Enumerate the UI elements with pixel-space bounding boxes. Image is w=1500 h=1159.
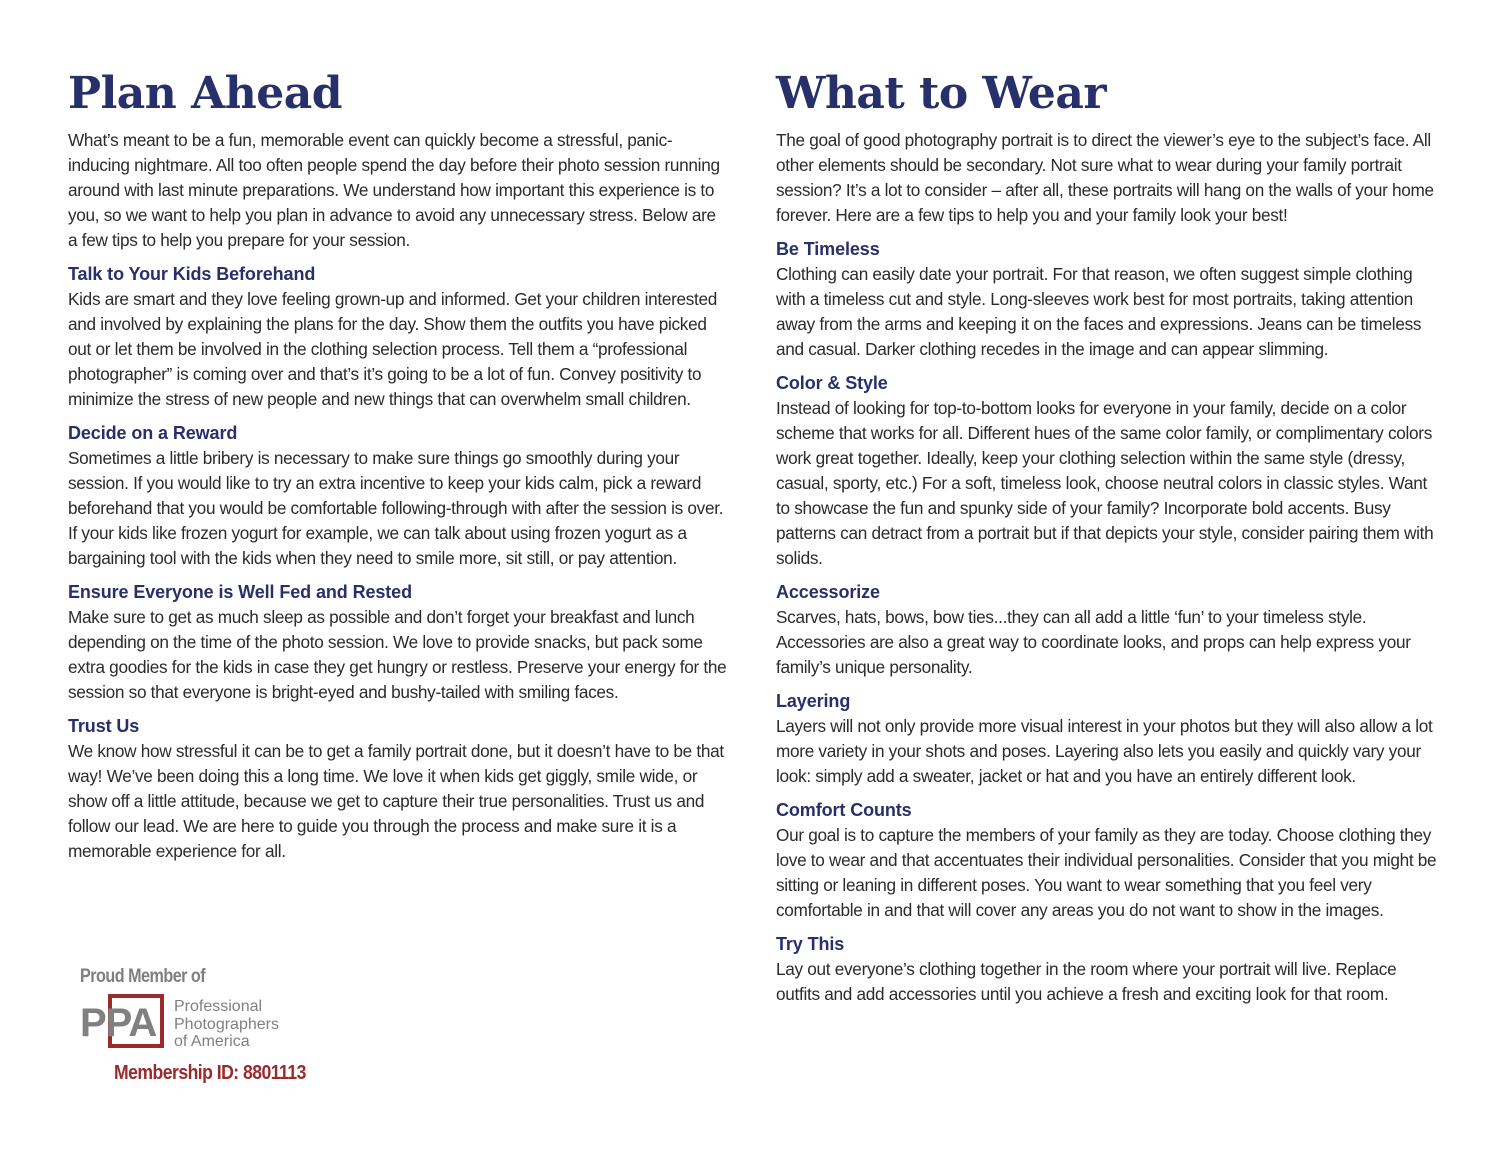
plan-ahead-column bbox=[68, 66, 728, 864]
tip-heading: Try This bbox=[776, 934, 845, 954]
ppa-membership-badge bbox=[80, 966, 340, 1096]
ppa-organization-name bbox=[174, 998, 279, 1051]
tip-section bbox=[68, 421, 728, 571]
tip-heading: Trust Us bbox=[68, 716, 140, 736]
tip-heading: Talk to Your Kids Beforehand bbox=[68, 264, 316, 284]
plan-ahead-intro: What’s meant to be a fun, memorable event can quickly become a stressful, panic-inducing nightmare. All too often people spend the day before their photo session running around with last minute preparations. We understand how important this experience is to you, so we want to help you plan in advance to avoid any unnecessary stress. Below are a few tips to help you prepare for your session. bbox=[68, 130, 720, 250]
tip-section bbox=[68, 580, 728, 705]
tip-heading: Accessorize bbox=[776, 582, 880, 602]
plan-ahead-title: Plan Ahead bbox=[68, 68, 343, 119]
tip-section bbox=[776, 237, 1444, 362]
tip-heading: Comfort Counts bbox=[776, 800, 912, 820]
tip-body: Layers will not only provide more visual interest in your photos but they will also allow a lot more variety in your shots and poses. Layering also lets you easily and quickly vary your look: simply add a sweater, jacket or hat and you have an entirely different look. bbox=[776, 716, 1433, 786]
tip-section bbox=[776, 580, 1444, 680]
membership-id: Membership ID: 8801113 bbox=[114, 1062, 306, 1084]
tip-heading: Be Timeless bbox=[776, 239, 880, 259]
tip-body: Lay out everyone’s clothing together in the room where your portrait will live. Replace outfits and add accessories until you achieve a fresh and exciting look for that room. bbox=[776, 959, 1397, 1004]
tip-body: Instead of looking for top-to-bottom looks for everyone in your family, decide on a color scheme that works for all. Different hues of the same color family, or complimentary colors work great together. Ideally, keep your clothing selection within the same style (dressy, casual, sporty, etc.) For a soft, timeless look, choose neutral colors in classic styles. Want to showcase the fun and spunky side of your family? Incorporate bold accents. Busy patterns can detract from a portrait but if that depicts your style, consider pairing them with solids. bbox=[776, 398, 1434, 568]
tip-section bbox=[68, 714, 728, 864]
org-name-line: Photographers bbox=[174, 1015, 279, 1033]
tip-section bbox=[776, 798, 1444, 923]
tip-section bbox=[68, 262, 728, 412]
tip-heading: Ensure Everyone is Well Fed and Rested bbox=[68, 582, 412, 602]
tip-section bbox=[776, 689, 1444, 789]
tip-body: Scarves, hats, bows, bow ties...they can all add a little ‘fun’ to your timeless style. Accessories are also a great way to coordinate looks, and props can help express your family’s unique personality. bbox=[776, 607, 1411, 677]
proud-member-label: Proud Member of bbox=[80, 966, 206, 987]
org-name-line: Professional bbox=[174, 998, 263, 1015]
tip-body: Our goal is to capture the members of your family as they are today. Choose clothing they love to wear and that accentuates their individual personalities. Consider that you might be sitting or leaning in different poses. You want to wear something that you feel very comfortable in and that will cover any areas you do not want to show in the images. bbox=[776, 825, 1437, 920]
tip-section bbox=[776, 371, 1444, 571]
org-name-line: of America bbox=[174, 1033, 250, 1050]
tip-heading: Color & Style bbox=[776, 373, 888, 393]
tip-body: Make sure to get as much sleep as possible and don’t forget your breakfast and lunch depending on the time of the photo session. We love to provide snacks, but pack some extra goodies for the kids in case they get hungry or restless. Preserve your energy for the session so that everyone is bright-eyed and bushy-tailed with smiling faces. bbox=[68, 607, 727, 702]
ppa-logo-text: PPA bbox=[80, 1001, 157, 1045]
what-to-wear-intro: The goal of good photography portrait is to direct the viewer’s eye to the subject’s face. All other elements should be secondary. Not sure what to wear during your family portrait session? It’s a lot to consider – after all, these portraits will hang on the walls of your home forever. Here are a few tips to help you and your family look your best! bbox=[776, 130, 1434, 225]
what-to-wear-title: What to Wear bbox=[776, 68, 1107, 119]
tip-body: Clothing can easily date your portrait. For that reason, we often suggest simple clothing with a timeless cut and style. Long-sleeves work best for most portraits, taking attention away from the arms and keeping it on the faces and expressions. Jeans can be timeless and casual. Darker clothing recedes in the image and can appear slimming. bbox=[776, 264, 1422, 359]
tip-heading: Layering bbox=[776, 691, 851, 711]
tip-body: We know how stressful it can be to get a family portrait done, but it doesn’t have to be that way! We’ve been doing this a long time. We love it when kids get giggly, smile wide, or show off a little attitude, because we get to capture their true personalities. Trust us and follow our lead. We are here to guide you through the process and make sure it is a memorable experience for all. bbox=[68, 741, 724, 861]
tip-section bbox=[776, 932, 1444, 1007]
tip-body: Sometimes a little bribery is necessary to make sure things go smoothly during your session. If you would like to try an extra incentive to keep your kids calm, pick a reward beforehand that you would be comfortable following-through with after the session is over. If your kids like frozen yogurt for example, we can talk about using frozen yogurt as a bargaining tool with the kids when they need to smile more, sit still, or pay attention. bbox=[68, 448, 724, 568]
tip-heading: Decide on a Reward bbox=[68, 423, 238, 443]
tip-body: Kids are smart and they love feeling grown-up and informed. Get your children interested and involved by explaining the plans for the day. Show them the outfits you have picked out or let them be involved in the clothing selection process. Tell them a “professional photographer” is coming over and that’s it’s going to be a lot of fun. Convey positivity to minimize the stress of new people and new things that can overwhelm small children. bbox=[68, 289, 718, 409]
what-to-wear-column bbox=[776, 66, 1444, 1007]
